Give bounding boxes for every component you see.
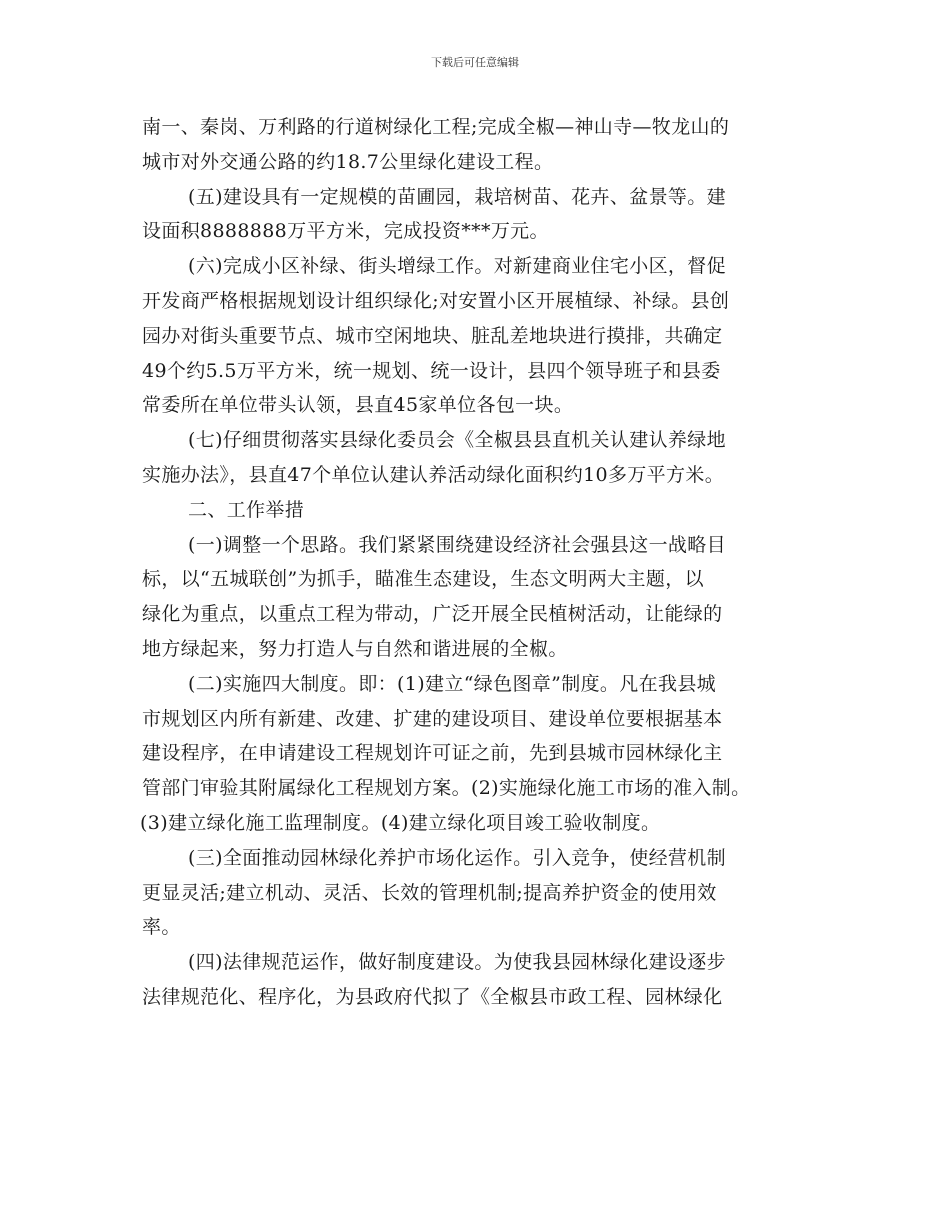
paragraph-start-line: (七)仔细贯彻落实县绿化委员会《全椒县县直机关认建认养绿地 bbox=[188, 429, 726, 452]
paragraph-start-line: (三)全面推动园林绿化养护市场化运作。引入竞争，使经营机制 bbox=[188, 846, 726, 869]
text-line: 地方绿起来，努力打造人与自然和谐进展的全椒。 bbox=[142, 637, 568, 660]
paragraph-start-line: (一)调整一个思路。我们紧紧围绕建设经济社会强县这一战略目 bbox=[188, 533, 726, 556]
text-line: 市规划区内所有新建、改建、扩建的建设项目、建设单位要根据基本 bbox=[142, 707, 723, 730]
text-line: 率。 bbox=[142, 916, 181, 939]
text-line: 南一、秦岗、万利路的行道树绿化工程;完成全椒—神山寺—牧龙山的 bbox=[142, 116, 730, 138]
text-line: 绿化为重点，以重点工程为带动，广泛开展全民植树活动，让能绿的 bbox=[142, 603, 723, 626]
paragraph-start-line: (六)完成小区补绿、街头增绿工作。对新建商业住宅小区，督促 bbox=[188, 255, 726, 278]
text-line: 实施办法》，县直47个单位认建认养活动绿化面积约10多万平方米。 bbox=[142, 463, 725, 486]
text-line: 建设程序，在申请建设工程规划许可证之前，先到县城市园林绿化主 bbox=[142, 742, 723, 765]
text-line: 常委所在单位带头认领，县直45家单位各包一块。 bbox=[142, 394, 574, 417]
text-line: (3)建立绿化施工监理制度。(4)建立绿化项目竣工验收制度。 bbox=[140, 811, 661, 834]
page-header: 下载后可任意编辑 bbox=[431, 56, 519, 69]
text-line: 设面积8888888万平方米，完成投资***万元。 bbox=[142, 220, 549, 243]
text-line: 城市对外交通公路的约18.7公里绿化建设工程。 bbox=[142, 150, 554, 173]
paragraph-start-line: (四)法律规范运作，做好制度建设。为使我县园林绿化建设逐步 bbox=[188, 951, 726, 974]
text-line: 法律规范化、程序化，为县政府代拟了《全椒县市政工程、园林绿化 bbox=[142, 985, 723, 1008]
text-line: 开发商严格根据规划设计组织绿化;对安置小区开展植绿、补绿。县创 bbox=[142, 289, 730, 312]
text-line: 更显灵活;建立机动、灵活、长效的管理机制;提高养护资金的使用效 bbox=[142, 881, 717, 904]
paragraph-start-line: (五)建设具有一定规模的苗圃园，栽培树苗、花卉、盆景等。建 bbox=[188, 185, 726, 208]
text-line: 管部门审验其附属绿化工程规划方案。(2)实施绿化施工市场的准入制。 bbox=[142, 777, 751, 800]
text-line: 49个约5.5万平方米，统一规划、统一设计，县四个领导班子和县委 bbox=[142, 359, 721, 382]
paragraph-start-line: (二)实施四大制度。即：(1)建立“绿色图章”制度。凡在我县城 bbox=[188, 672, 717, 695]
text-line: 园办对街头重要节点、城市空闲地块、脏乱差地块进行摸排，共确定 bbox=[142, 324, 723, 347]
text-line: 标，以“五城联创”为抓手，瞄准生态建设，生态文明两大主题，以 bbox=[142, 568, 704, 591]
section-heading: 二、工作举措 bbox=[188, 498, 305, 521]
document-body bbox=[142, 110, 812, 1015]
